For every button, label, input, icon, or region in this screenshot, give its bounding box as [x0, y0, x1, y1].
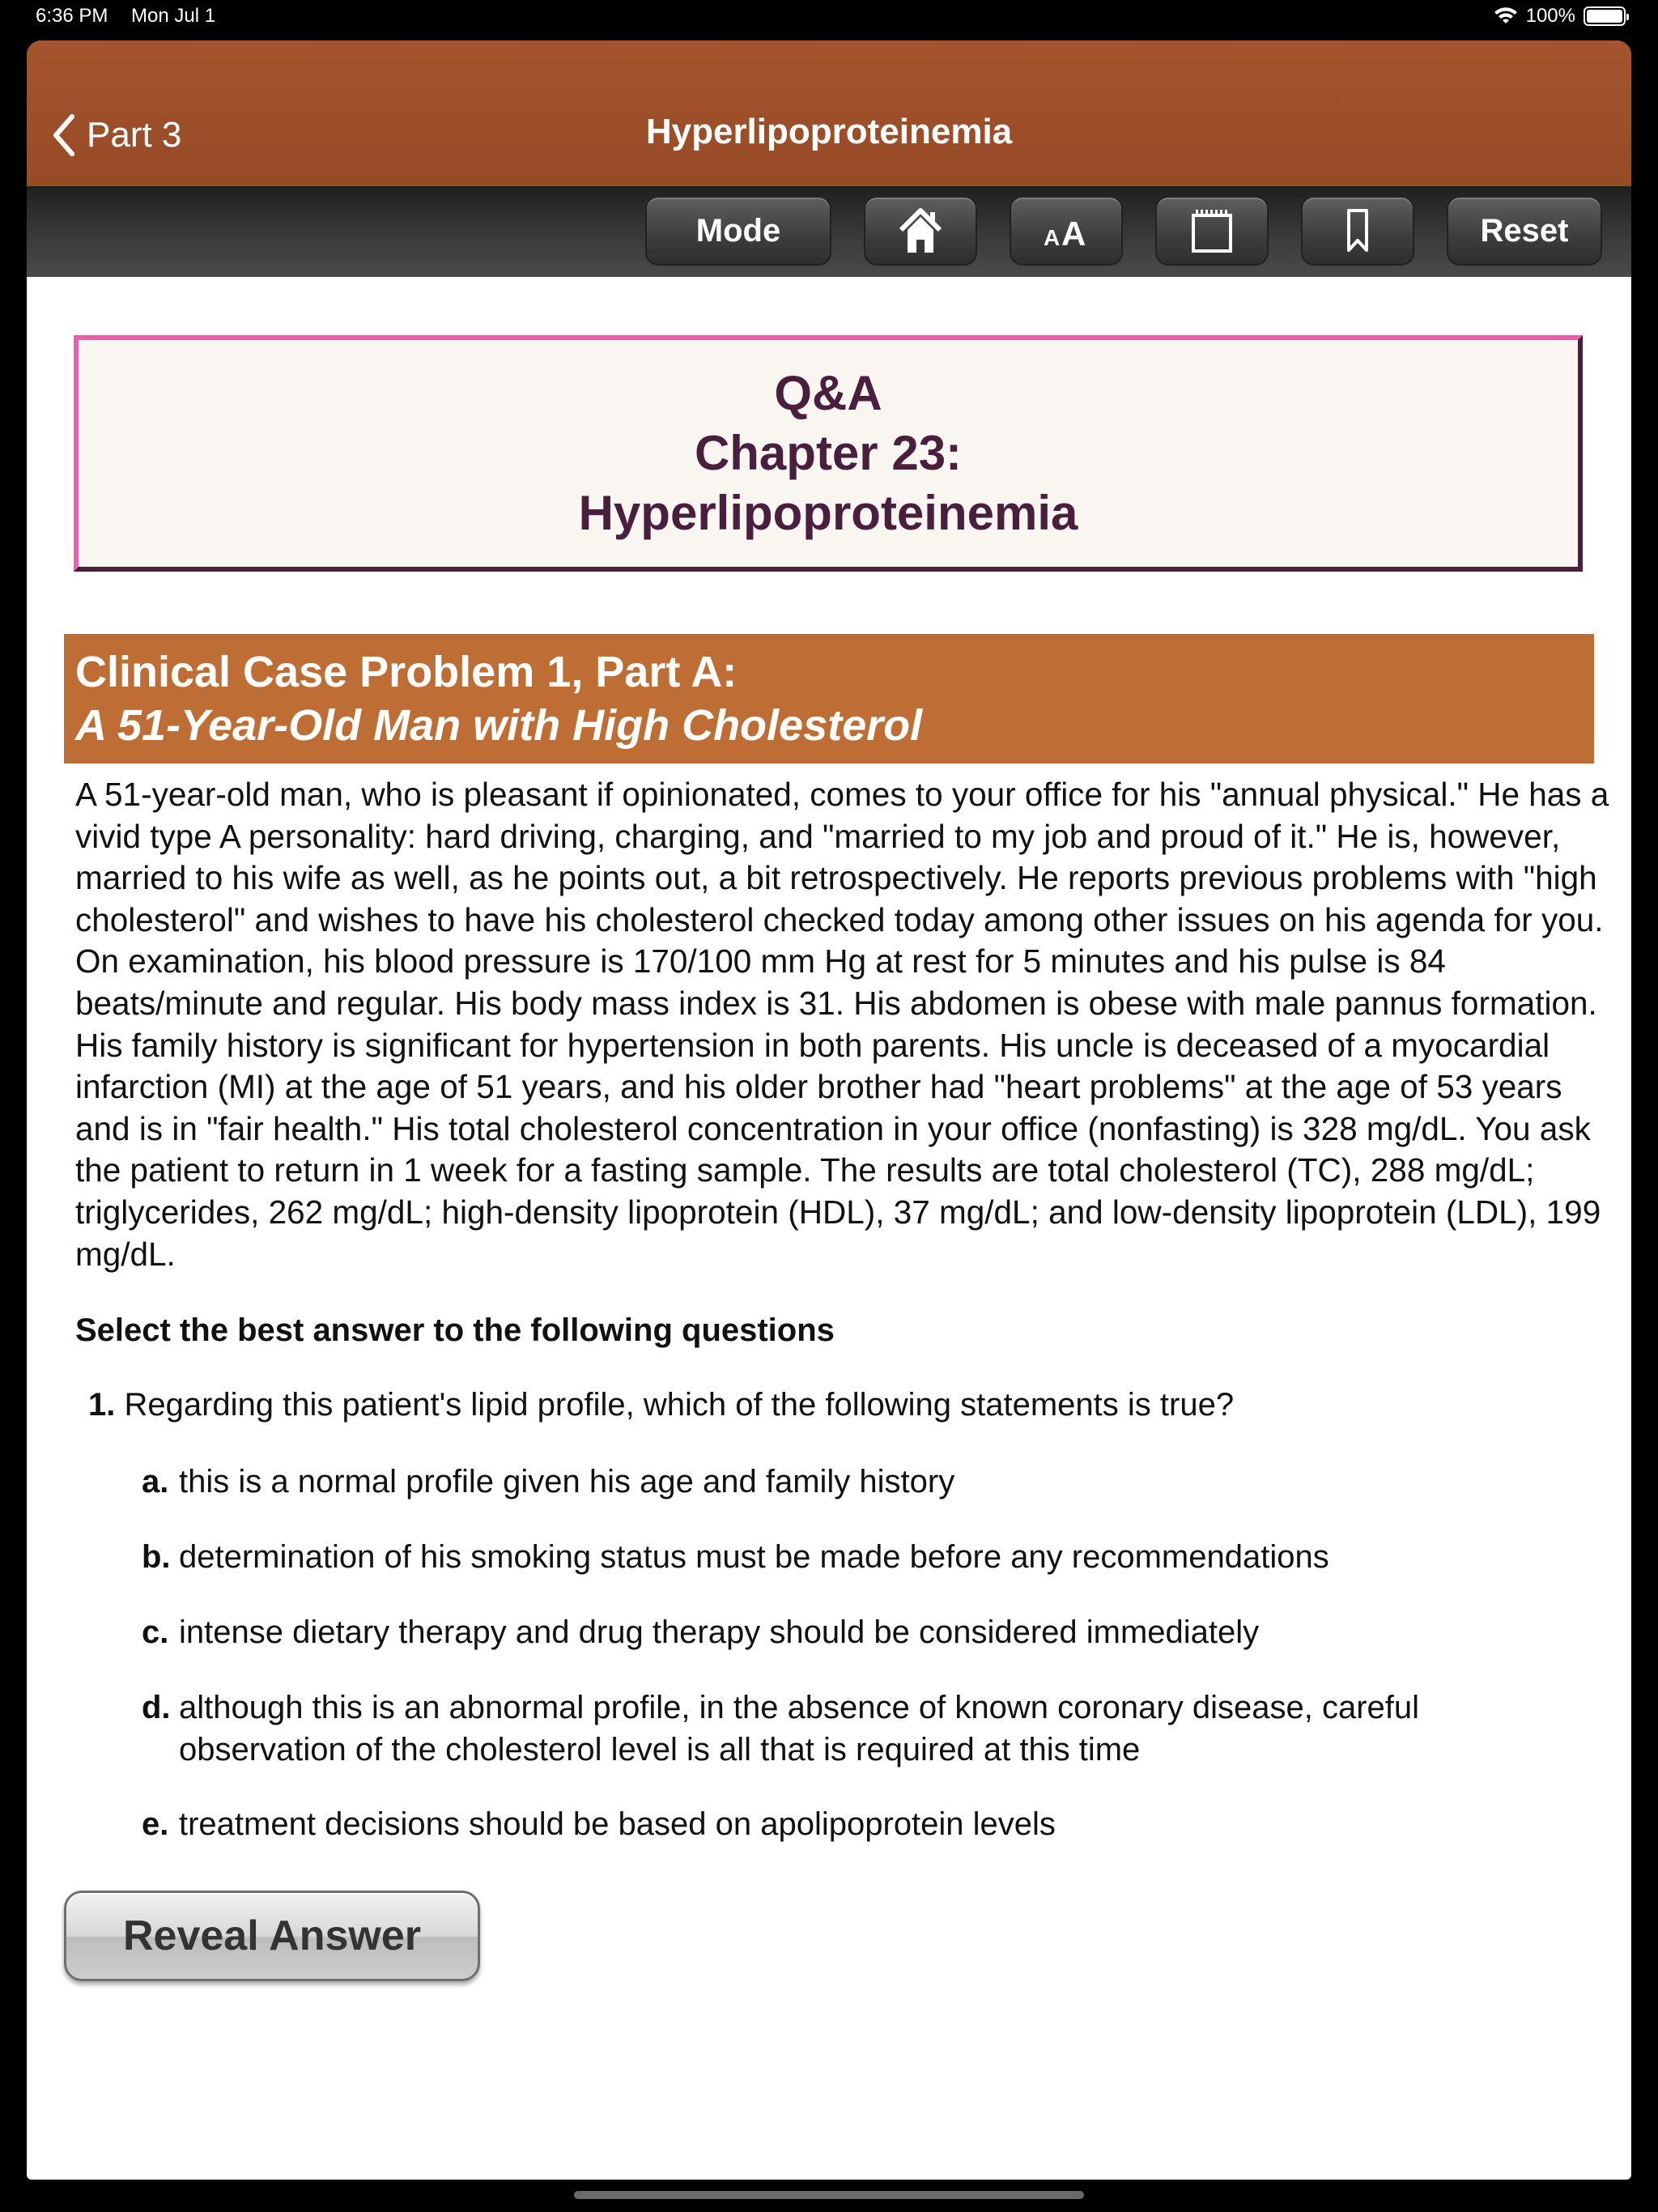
answer-option-d[interactable] [142, 1687, 1583, 1771]
question-number: 1. [88, 1387, 116, 1423]
chapter-title: Hyperlipoproteinemia [578, 486, 1078, 540]
mode-button[interactable]: Mode [645, 196, 831, 266]
answer-option-b[interactable] [142, 1536, 1583, 1578]
reset-button[interactable]: Reset [1447, 196, 1602, 266]
instructions-text: Select the best answer to the following questions [75, 1312, 835, 1348]
bookmark-button[interactable] [1301, 196, 1414, 266]
notes-icon [1189, 207, 1235, 254]
home-icon [896, 206, 945, 256]
svg-text:A: A [1044, 225, 1061, 249]
status-bar [0, 0, 1658, 36]
option-text: intense dietary therapy and drug therapy should be considered immediately [179, 1614, 1260, 1650]
back-label: Part 3 [87, 115, 182, 155]
text-size-button[interactable] [1010, 196, 1123, 266]
status-right [1494, 5, 1626, 28]
home-indicator[interactable] [574, 2191, 1084, 2199]
question-text: Regarding this patient's lipid profile, which of the following statements is true? [124, 1387, 1235, 1423]
answer-option-c[interactable] [142, 1611, 1583, 1653]
option-text: determination of his smoking status must be made before any recommendations [179, 1539, 1329, 1575]
answer-option-a[interactable] [142, 1461, 1583, 1503]
chapter-qa-label: Q&A [774, 366, 882, 420]
option-letter: b. [142, 1539, 171, 1575]
text-size-icon [1040, 213, 1092, 249]
chapter-header-box [74, 335, 1583, 572]
reveal-answer-button[interactable]: Reveal Answer [64, 1891, 480, 1981]
case-header [64, 634, 1594, 764]
battery-percent: 100% [1525, 5, 1575, 27]
option-letter: a. [142, 1464, 169, 1499]
option-text: treatment decisions should be based on apolipoprotein levels [179, 1806, 1056, 1842]
home-button[interactable] [864, 196, 977, 266]
question-1 [88, 1387, 1586, 1423]
case-description: A 51-year-old man, who is pleasant if opinionated, comes to your office for his "annual physical." He has a vivid type A personality: hard driving, charging, and "married to my job and proud of it." He is, however, married to his wife as well, as he points out, a bit retrospectively. He reports previous problems with "high cholesterol" and wishes to have his cholesterol checked today among other issues on his agenda for you. On examination, his blood pressure is 170/100 mm Hg at rest for 5 minutes and his pulse is 84 beats/minute and regular. His body mass index is 31. His abdomen is obese with male pannus formation. His family history is significant for hypertension in both parents. His uncle is deceased of a myocardial infarction (MI) at the age of 51 years, and his older brother had "heart problems" at the age of 53 years and is in "fair health." His total cholesterol concentration in your office (nonfasting) is 328 mg/dL. You ask the patient to return in 1 week for a fasting sample. The results are total cholesterol (TC), 288 mg/dL; triglycerides, 262 mg/dL; high-density lipoprotein (HDL), 37 mg/dL; and low-density lipoprotein (LDL), 199 mg/dL. [75, 776, 1609, 1273]
case-title: Clinical Case Problem 1, Part A: [75, 648, 738, 696]
bookmark-icon [1346, 208, 1370, 253]
toolbar [27, 186, 1631, 277]
option-text: this is a normal profile given his age and family history [179, 1464, 955, 1499]
battery-icon [1584, 6, 1626, 26]
nav-title: Hyperlipoproteinemia [645, 112, 1013, 151]
status-time: 6:36 PM [36, 5, 108, 27]
svg-text:A: A [1061, 215, 1086, 249]
wifi-icon [1494, 7, 1518, 25]
chapter-number: Chapter 23: [694, 426, 963, 480]
status-date: Mon Jul 1 [131, 5, 216, 27]
option-letter: c. [142, 1614, 169, 1650]
notes-button[interactable] [1155, 196, 1269, 266]
option-letter: e. [142, 1806, 169, 1842]
option-text: although this is an abnormal profile, in the absence of known coronary disease, careful observation of the cholesterol level is all that is required at this time [179, 1690, 1420, 1767]
case-subtitle: A 51-Year-Old Man with High Cholesterol [75, 701, 923, 750]
app-window [27, 40, 1631, 2180]
answer-option-e[interactable] [142, 1803, 1583, 1845]
option-letter: d. [142, 1690, 171, 1725]
nav-bar [27, 40, 1631, 186]
